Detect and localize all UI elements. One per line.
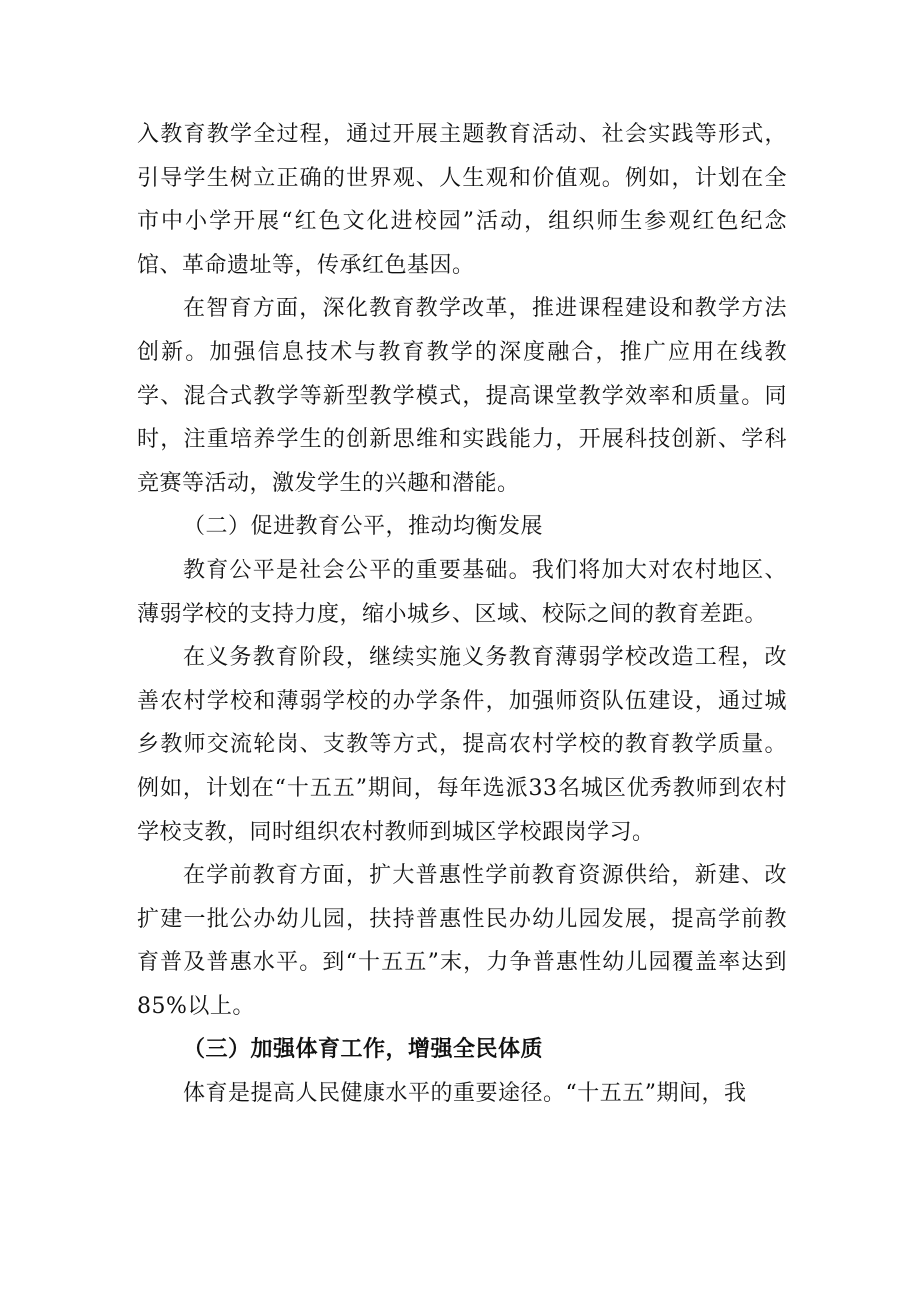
section-heading-2-title: 促进教育公平，推动均衡发展 — [250, 514, 544, 540]
paragraph-compulsory-education: 在义务教育阶段，继续实施义务教育薄弱学校改造工程，改善农村学校和薄弱学校的办学条件，加强师资队伍建设，通过城乡教师交流轮岗、支教等方式，提高农村学校的教育教学质量。例如，计划在“十五五”期间，每年选派33名城区优秀教师到农村学校支教，同时组织农村教师到城区学校跟岗学习。 — [137, 645, 787, 845]
section-heading-2-number: （二） — [183, 514, 251, 540]
paragraph-continuation: 入教育教学全过程，通过开展主题教育活动、社会实践等形式，引导学生树立正确的世界观、人生观和价值观。例如，计划在全市中小学开展“红色文化进校园”活动，组织师生参观红色纪念馆、革命遗址等，传承红色基因。 — [137, 122, 787, 278]
paragraph-education-equity: 教育公平是社会公平的重要基础。我们将加大对农村地区、薄弱学校的支持力度，缩小城乡、区域、校际之间的教育差距。 — [137, 557, 787, 627]
section-heading-3 — [137, 1028, 787, 1072]
paragraph-preschool-education: 在学前教育方面，扩大普惠性学前教育资源供给，新建、改扩建一批公办幼儿园，扶持普惠性民办幼儿园发展，提高学前教育普及普惠水平。到“十五五”末，力争普惠性幼儿园覆盖率达到85%以上。 — [137, 863, 787, 1019]
section-heading-3-number: （三） — [183, 1036, 251, 1063]
section-heading-3-title: 加强体育工作，增强全民体质 — [250, 1036, 544, 1063]
paragraph-intellectual-education: 在智育方面，深化教育教学改革，推进课程建设和教学方法创新。加强信息技术与教育教学的深度融合，推广应用在线教学、混合式教学等新型教学模式，提高课堂教学效率和质量。同时，注重培养学生的创新思维和实践能力，开展科技创新、学科竞赛等活动，激发学生的兴趣和潜能。 — [137, 296, 787, 496]
paragraph-sports: 体育是提高人民健康水平的重要途径。“十五五”期间，我 — [183, 1081, 747, 1107]
document-body — [137, 113, 787, 1116]
section-heading-2 — [137, 505, 787, 549]
